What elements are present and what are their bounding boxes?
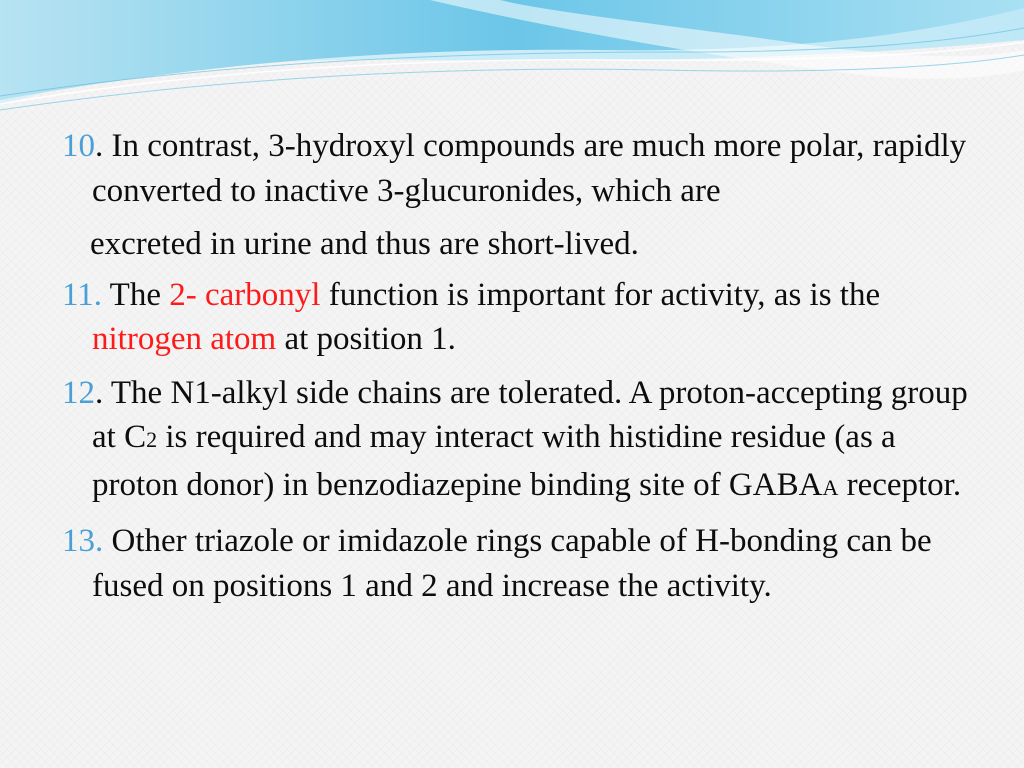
item-text: is required and may interact with histidine residue (as a proton donor) in benzodiazepine binding site of GABA [92,419,896,503]
highlight-nitrogen-atom: nitrogen atom [92,321,277,357]
subscript-a: A [822,474,839,500]
list-item-11 [62,273,982,362]
item-text: at position 1. [276,321,456,357]
item-text: Other triazole or imidazole rings capable of H-bonding can be fused on positions 1 and 2 and increase the activity. [92,523,932,604]
item-text: function is important for activity, as is the [320,276,881,313]
subscript-2: 2 [146,427,158,452]
list-item-10 [62,124,982,213]
list-item-13 [62,519,982,608]
item-number: 10 [62,128,95,164]
list-item-10-continuation: excreted in urine and thus are short-lived. [90,226,639,262]
item-text: . The N1-alkyl side chains are tolerated. A proton-accepting group at C [92,374,968,455]
list-item-12 [62,371,982,511]
item-number: 13. [62,523,104,559]
item-text: receptor. [838,466,962,503]
item-text: The [102,276,170,313]
item-number: 11. [62,276,103,313]
header-wave-decoration [0,0,1024,120]
highlight-carbonyl: 2- carbonyl [169,276,321,313]
item-number: 12 [62,374,95,411]
slide-body [62,124,982,608]
item-text: . In contrast, 3-hydroxyl compounds are much more polar, rapidly converted to inactive 3-glucuronides, which are [92,128,967,209]
